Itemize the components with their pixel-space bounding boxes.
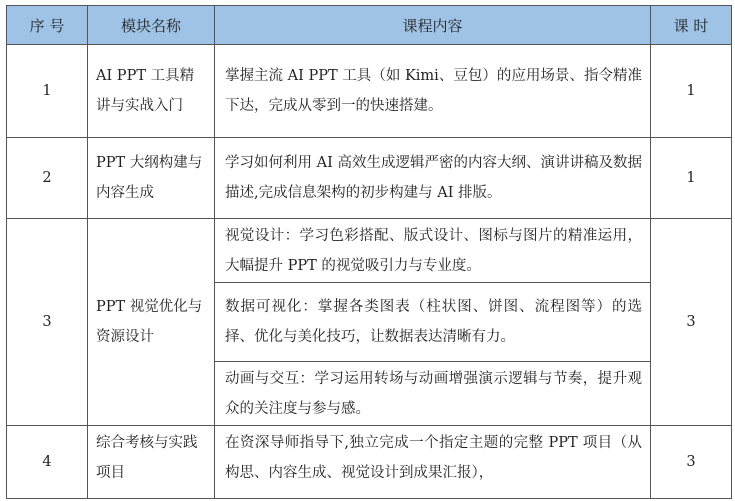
course-content: 掌握主流 AI PPT 工具（如 Kimi、豆包）的应用场景、指令精准下达，完成从零到一的快速搭建。 xyxy=(215,45,651,138)
row-number: 2 xyxy=(7,138,88,219)
course-hours: 3 xyxy=(651,426,732,499)
module-name: AI PPT 工具精讲与实战入门 xyxy=(88,45,215,138)
module-name: PPT 大纲构建与内容生成 xyxy=(88,138,215,219)
module-name: 综合考核与实践项目 xyxy=(88,426,215,499)
table-row xyxy=(7,219,732,283)
row-number: 1 xyxy=(7,45,88,138)
row-number: 4 xyxy=(7,426,88,499)
course-content-animation: 动画与交互：学习运用转场与动画增强演示逻辑与节奏，提升观众的关注度与参与感。 xyxy=(215,362,651,426)
header-hours: 课 时 xyxy=(651,6,732,45)
header-row xyxy=(7,6,732,45)
course-content: 在资深导师指导下,独立完成一个指定主题的完整 PPT 项目（从构思、内容生成、视觉设计到成果汇报）， xyxy=(215,426,651,499)
course-content: 学习如何利用 AI 高效生成逻辑严密的内容大纲、演讲讲稿及数据描述,完成信息架构的初步构建与 AI 排版。 xyxy=(215,138,651,219)
header-no: 序 号 xyxy=(7,6,88,45)
module-name: PPT 视觉优化与资源设计 xyxy=(88,219,215,426)
course-table xyxy=(6,5,732,499)
course-hours: 1 xyxy=(651,138,732,219)
course-hours: 3 xyxy=(651,219,732,426)
course-content-data-visualization: 数据可视化：掌握各类图表（柱状图、饼图、流程图等）的选择、优化与美化技巧，让数据表达清晰有力。 xyxy=(215,283,651,362)
header-module-name: 模块名称 xyxy=(88,6,215,45)
header-course-content: 课程内容 xyxy=(215,6,651,45)
table-row xyxy=(7,426,732,499)
row-number: 3 xyxy=(7,219,88,426)
table-row xyxy=(7,45,732,138)
table-row xyxy=(7,138,732,219)
course-hours: 1 xyxy=(651,45,732,138)
course-content-visual-design: 视觉设计：学习色彩搭配、版式设计、图标与图片的精准运用，大幅提升 PPT 的视觉吸引力与专业度。 xyxy=(215,219,651,283)
